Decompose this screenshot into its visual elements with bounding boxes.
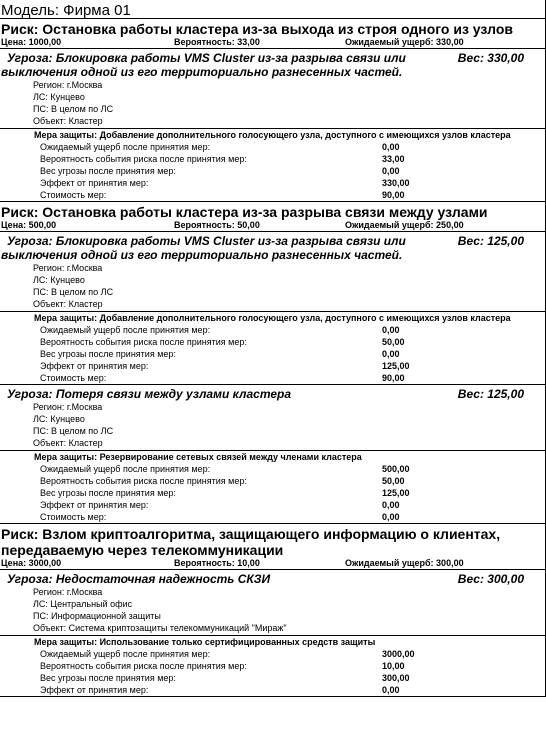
measure-row-label: Стоимость мер: (40, 190, 107, 200)
measure-row (0, 153, 546, 165)
threat-weight: Вес: 330,00 (457, 51, 524, 65)
risk-cost: Цена: 1000,00 (1, 37, 62, 47)
risk-meta (0, 220, 546, 232)
measure-row-label: Эффект от принятия мер: (40, 178, 149, 188)
measure-row (0, 177, 546, 189)
measure-row-label: Стоимость мер: (40, 512, 107, 522)
threat-properties (0, 586, 546, 634)
measure-row-label: Вес угрозы после принятия мер: (40, 166, 176, 176)
threat-title: Угроза: Потеря связи между узлами кластера (7, 387, 292, 401)
risk-title: Риск: Взлом криптоалгоритма, защищающего информацию о клиентах, передаваемую через телекоммуникации (1, 526, 501, 558)
threat-ls: ЛС: Кунцево (33, 414, 85, 424)
measure-row-value: 33,00 (382, 154, 405, 164)
measure-row (0, 511, 546, 523)
threat-header (0, 570, 546, 586)
measure-block (0, 635, 546, 696)
measure-row (0, 360, 546, 372)
threat-object: Объект: Кластер (33, 116, 103, 126)
measure-row (0, 684, 546, 696)
threat-object: Объект: Кластер (33, 438, 103, 448)
threat-ls: ЛС: Кунцево (33, 92, 85, 102)
threat-properties (0, 401, 546, 449)
measure-row-label: Вес угрозы после принятия мер: (40, 488, 176, 498)
threat-ps: ПС: В целом по ЛС (33, 426, 114, 436)
risk-probability: Вероятность: 50,00 (174, 220, 260, 230)
measure-title: Мера защиты: Использование только сертифицированных средств защиты (34, 637, 376, 647)
risk-list (0, 21, 546, 697)
threat-ps: ПС: В целом по ЛС (33, 104, 114, 114)
measure-row-label: Ожидаемый ущерб после принятия мер: (40, 142, 211, 152)
measure-row-value: 90,00 (382, 190, 405, 200)
measure-row-value: 90,00 (382, 373, 405, 383)
measure-row-label: Стоимость мер: (40, 373, 107, 383)
measure-row-value: 10,00 (382, 661, 405, 671)
measure-row (0, 672, 546, 684)
measure-row-label: Ожидаемый ущерб после принятия мер: (40, 649, 211, 659)
measure-row-label: Вероятность события риска после принятия мер: (40, 476, 247, 486)
measure-row (0, 660, 546, 672)
measure-row (0, 487, 546, 499)
threat-properties (0, 79, 546, 127)
risk-block (0, 204, 546, 524)
threat-block (0, 385, 546, 524)
threat-region: Регион: г.Москва (33, 402, 103, 412)
measure-row (0, 499, 546, 511)
threat-region: Регион: г.Москва (33, 587, 103, 597)
measure-row (0, 141, 546, 153)
risk-meta (0, 558, 546, 570)
threat-properties (0, 262, 546, 310)
measure-row-label: Вероятность события риска после принятия мер: (40, 661, 247, 671)
measure-row-value: 50,00 (382, 476, 405, 486)
measure-row-value: 50,00 (382, 337, 405, 347)
threat-ls: ЛС: Кунцево (33, 275, 85, 285)
measure-title: Мера защиты: Резервирование сетевых связей между членами кластера (34, 452, 362, 462)
measure-row-label: Эффект от принятия мер: (40, 685, 149, 695)
measure-row-label: Ожидаемый ущерб после принятия мер: (40, 325, 211, 335)
measure-row (0, 324, 546, 336)
measure-row-value: 0,00 (382, 500, 400, 510)
measure-row (0, 189, 546, 201)
threat-title: Угроза: Блокировка работы VMS Cluster из-за разрыва связи или выключения одной из его территориально разнесенных частей. (1, 51, 406, 79)
risk-title: Риск: Остановка работы кластера из-за выхода из строя одного из узлов (1, 21, 514, 37)
threat-object: Объект: Кластер (33, 299, 103, 309)
threat-header (0, 385, 546, 401)
threat-ps: ПС: Информационной защиты (33, 611, 161, 621)
threat-weight: Вес: 125,00 (457, 234, 524, 248)
threat-region: Регион: г.Москва (33, 263, 103, 273)
measure-row-value: 0,00 (382, 349, 400, 359)
risk-block (0, 21, 546, 202)
measure-block (0, 128, 546, 201)
risk-cost: Цена: 500,00 (1, 220, 57, 230)
risk-probability: Вероятность: 10,00 (174, 558, 260, 568)
threat-block (0, 570, 546, 697)
risk-probability: Вероятность: 33,00 (174, 37, 260, 47)
threat-header (0, 232, 546, 262)
measure-block (0, 311, 546, 384)
measure-title: Мера защиты: Добавление дополнительного голосующего узла, доступного с имеющихся узлов кластера (34, 130, 511, 140)
measure-row (0, 165, 546, 177)
measure-row-value: 500,00 (382, 464, 410, 474)
measure-row-label: Эффект от принятия мер: (40, 361, 149, 371)
measure-block (0, 450, 546, 523)
threat-title: Угроза: Блокировка работы VMS Cluster из-за разрыва связи или выключения одной из его территориально разнесенных частей. (1, 234, 406, 262)
measure-row-label: Ожидаемый ущерб после принятия мер: (40, 464, 211, 474)
threat-region: Регион: г.Москва (33, 80, 103, 90)
threat-ls: ЛС: Центральный офис (33, 599, 133, 609)
threat-block (0, 49, 546, 202)
measure-row-value: 0,00 (382, 142, 400, 152)
measure-row-value: 0,00 (382, 325, 400, 335)
measure-row-label: Вероятность события риска после принятия мер: (40, 337, 247, 347)
measure-row (0, 336, 546, 348)
measure-row-label: Вес угрозы после принятия мер: (40, 673, 176, 683)
measure-row (0, 648, 546, 660)
measure-row-value: 0,00 (382, 512, 400, 522)
measure-row (0, 463, 546, 475)
measure-row-value: 330,00 (382, 178, 410, 188)
risk-damage: Ожидаемый ущерб: 330,00 (345, 37, 464, 47)
measure-row-label: Эффект от принятия мер: (40, 500, 149, 510)
risk-block (0, 526, 546, 697)
measure-row (0, 348, 546, 360)
measure-row-label: Вес угрозы после принятия мер: (40, 349, 176, 359)
threat-ps: ПС: В целом по ЛС (33, 287, 114, 297)
measure-row-value: 300,00 (382, 673, 410, 683)
measure-row-value: 3000,00 (382, 649, 415, 659)
threat-weight: Вес: 125,00 (457, 387, 524, 401)
measure-row (0, 372, 546, 384)
risk-damage: Ожидаемый ущерб: 250,00 (345, 220, 464, 230)
threat-title: Угроза: Недостаточная надежность СКЗИ (7, 572, 271, 586)
measure-row-value: 0,00 (382, 166, 400, 176)
risk-meta (0, 37, 546, 49)
threat-weight: Вес: 300,00 (457, 572, 524, 586)
threat-object: Объект: Система криптозащиты телекоммуникаций "Мираж" (33, 623, 287, 633)
threat-header (0, 49, 546, 79)
model-title: Модель: Фирма 01 (0, 0, 546, 19)
measure-row-value: 125,00 (382, 361, 410, 371)
risk-damage: Ожидаемый ущерб: 300,00 (345, 558, 464, 568)
threat-block (0, 232, 546, 385)
risk-title: Риск: Остановка работы кластера из-за разрыва связи между узлами (1, 204, 488, 220)
measure-row-label: Вероятность события риска после принятия мер: (40, 154, 247, 164)
measure-row (0, 475, 546, 487)
measure-title: Мера защиты: Добавление дополнительного голосующего узла, доступного с имеющихся узлов кластера (34, 313, 511, 323)
measure-row-value: 125,00 (382, 488, 410, 498)
risk-cost: Цена: 3000,00 (1, 558, 62, 568)
measure-row-value: 0,00 (382, 685, 400, 695)
